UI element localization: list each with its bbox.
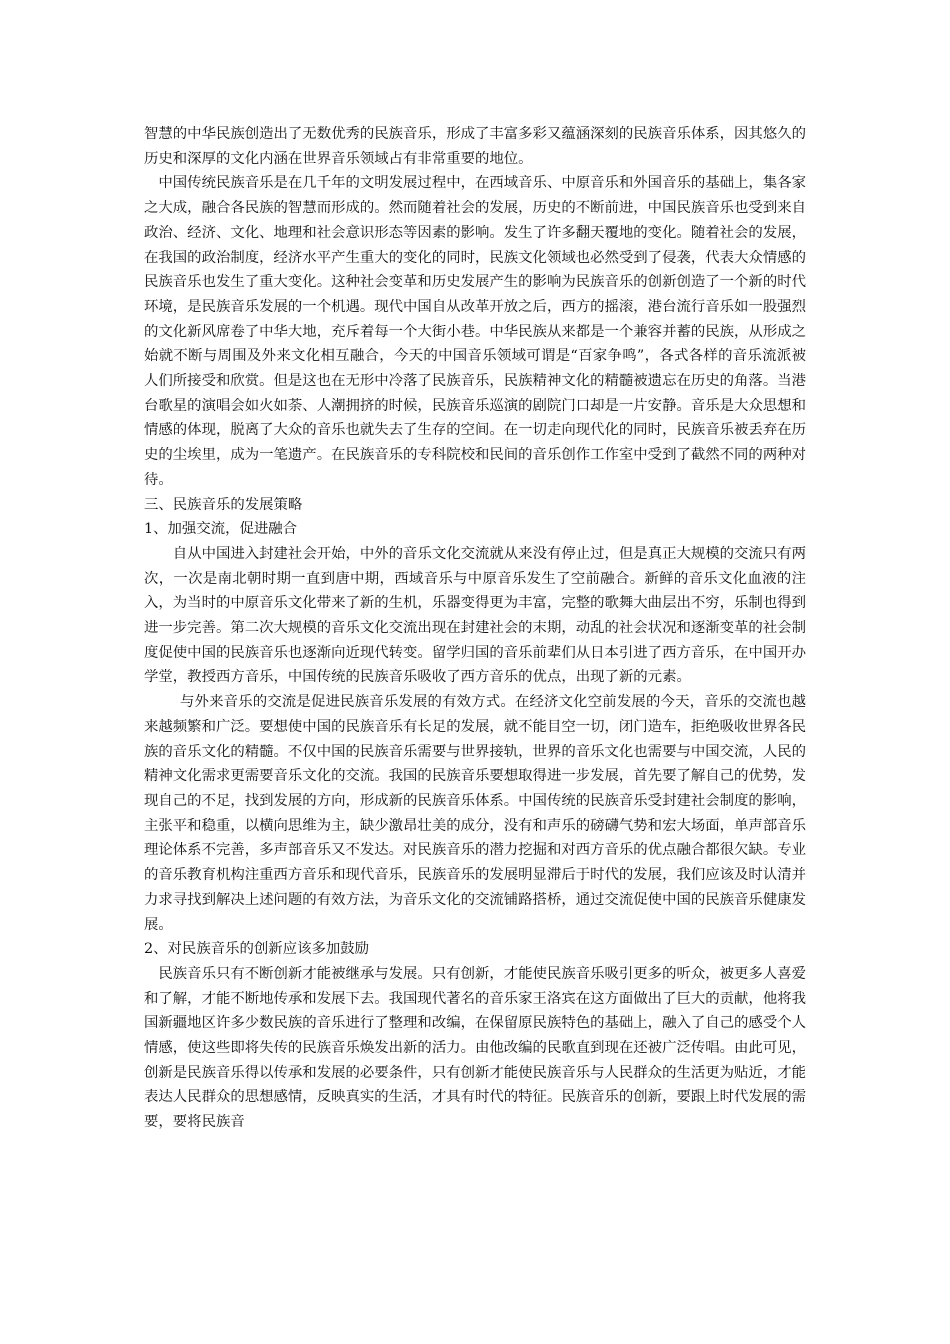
paragraph-exchange-history: 自从中国进入封建社会开始，中外的音乐文化交流就从来没有停止过，但是真正大规模的交流只有两次，一次是南北朝时期一直到唐中期，西域音乐与中原音乐发生了空前融合。新鲜的音乐文化血液的注入，为当时的中原音乐文化带来了新的生机，乐器变得更为丰富，完整的歌舞大曲层出不穷，乐制也得到进一步完善。第二次大规模的音乐文化交流出现在封建社会的末期，动乱的社会状况和逐渐变革的社会制度促使中国的民族音乐也逐渐向近现代转变。留学归国的音乐前辈们从日本引进了西方音乐，在中国开办学堂，教授西方音乐，中国传统的民族音乐吸收了西方音乐的优点，出现了新的元素。 — [144, 545, 806, 686]
section-heading-strategy: 三、民族音乐的发展策略 — [144, 496, 303, 513]
subheading-innovation: 2、对民族音乐的创新应该多加鼓励 — [144, 941, 370, 958]
paragraph-background: 中国传统民族音乐是在几千年的文明发展过程中，在西域音乐、中原音乐和外国音乐的基础上，集各家之大成，融合各民族的智慧而形成的。然而随着社会的发展，历史的不断前进，中国民族音乐也受到来自政治、经济、文化、地理和社会意识形态等因素的影响。发生了许多翻天覆地的变化。随着社会的发展，在我国的政治制度，经济水平产生重大的变化的同时，民族文化领域也必然受到了侵袭，代表大众情感的民族音乐也发生了重大变化。这种社会变革和历史发展产生的影响为民族音乐的创新创造了一个新的时代环境，是民族音乐发展的一个机遇。现代中国自从改革开放之后，西方的摇滚，港台流行音乐如一股强烈的文化新风席卷了中华大地，充斥着每一个大街小巷。中华民族从来都是一个兼容并蓄的民族，从形成之始就不断与周围及外来文化相互融合，今天的中国音乐领域可谓是“百家争鸣”，各式各样的音乐流派被人们所接受和欣赏。但是这也在无形中冷落了民族音乐，民族精神文化的精髓被遗忘在历史的角落。当港台歌星的演唱会如火如荼、人潮拥挤的时候，民族音乐巡演的剧院门口却是一片安静。音乐是大众思想和情感的体现，脱离了大众的音乐也就失去了生存的空间。在一切走向现代化的同时，民族音乐被丢弃在历史的尘埃里，成为一笔遗产。在民族音乐的专科院校和民间的音乐创作工作室中受到了截然不同的两种对待。 — [144, 175, 806, 488]
paragraph-innovation: 民族音乐只有不断创新才能被继承与发展。只有创新，才能使民族音乐吸引更多的听众，被更多人喜爱和了解，才能不断地传承和发展下去。我国现代著名的音乐家王洛宾在这方面做出了巨大的贡献，他将我国新疆地区许多少数民族的音乐进行了整理和改编，在保留原民族特色的基础上，融入了自己的感受个人情感，使这些即将失传的民族音乐焕发出新的活力。由他改编的民歌直到现在还被广泛传唱。由此可见，创新是民族音乐得以传承和发展的必要条件，只有创新才能使民族音乐与人民群众的生活更为贴近，才能表达人民群众的思想感情，反映真实的生活，才具有时代的特征。民族音乐的创新，要跟上时代发展的需要，要将民族音 — [144, 965, 806, 1131]
paragraph-intro: 智慧的中华民族创造出了无数优秀的民族音乐，形成了丰富多彩又蕴涵深刻的民族音乐体系，因其悠久的历史和深厚的文化内涵在世界音乐领域占有非常重要的地位。 — [144, 126, 806, 167]
document-page — [144, 122, 806, 1135]
paragraph-foreign-exchange: 与外来音乐的交流是促进民族音乐发展的有效方式。在经济文化空前发展的今天，音乐的交流也越来越频繁和广泛。要想使中国的民族音乐有长足的发展，就不能目空一切，闭门造车，拒绝吸收世界各民族的音乐文化的精髓。不仅中国的民族音乐需要与世界接轨，世界的音乐文化也需要与中国交流，人民的精神文化需求更需要音乐文化的交流。我国的民族音乐要想取得进一步发展，首先要了解自己的优势，发现自己的不足，找到发展的方向，形成新的民族音乐体系。中国传统的民族音乐受封建社会制度的影响，主张平和稳重，以横向思维为主，缺少激昂壮美的成分，没有和声乐的磅礴气势和宏大场面，单声部音乐理论体系不完善，多声部音乐又不发达。对民族音乐的潜力挖掘和对西方音乐的优点融合都很欠缺。专业的音乐教育机构注重西方音乐和现代音乐，民族音乐的发展明显滞后于时代的发展，我们应该及时认清并力求寻找到解决上述问题的有效方法，为音乐文化的交流铺路搭桥，通过交流促使中国的民族音乐健康发展。 — [144, 694, 806, 933]
subheading-exchange: 1、加强交流，促进融合 — [144, 521, 298, 538]
